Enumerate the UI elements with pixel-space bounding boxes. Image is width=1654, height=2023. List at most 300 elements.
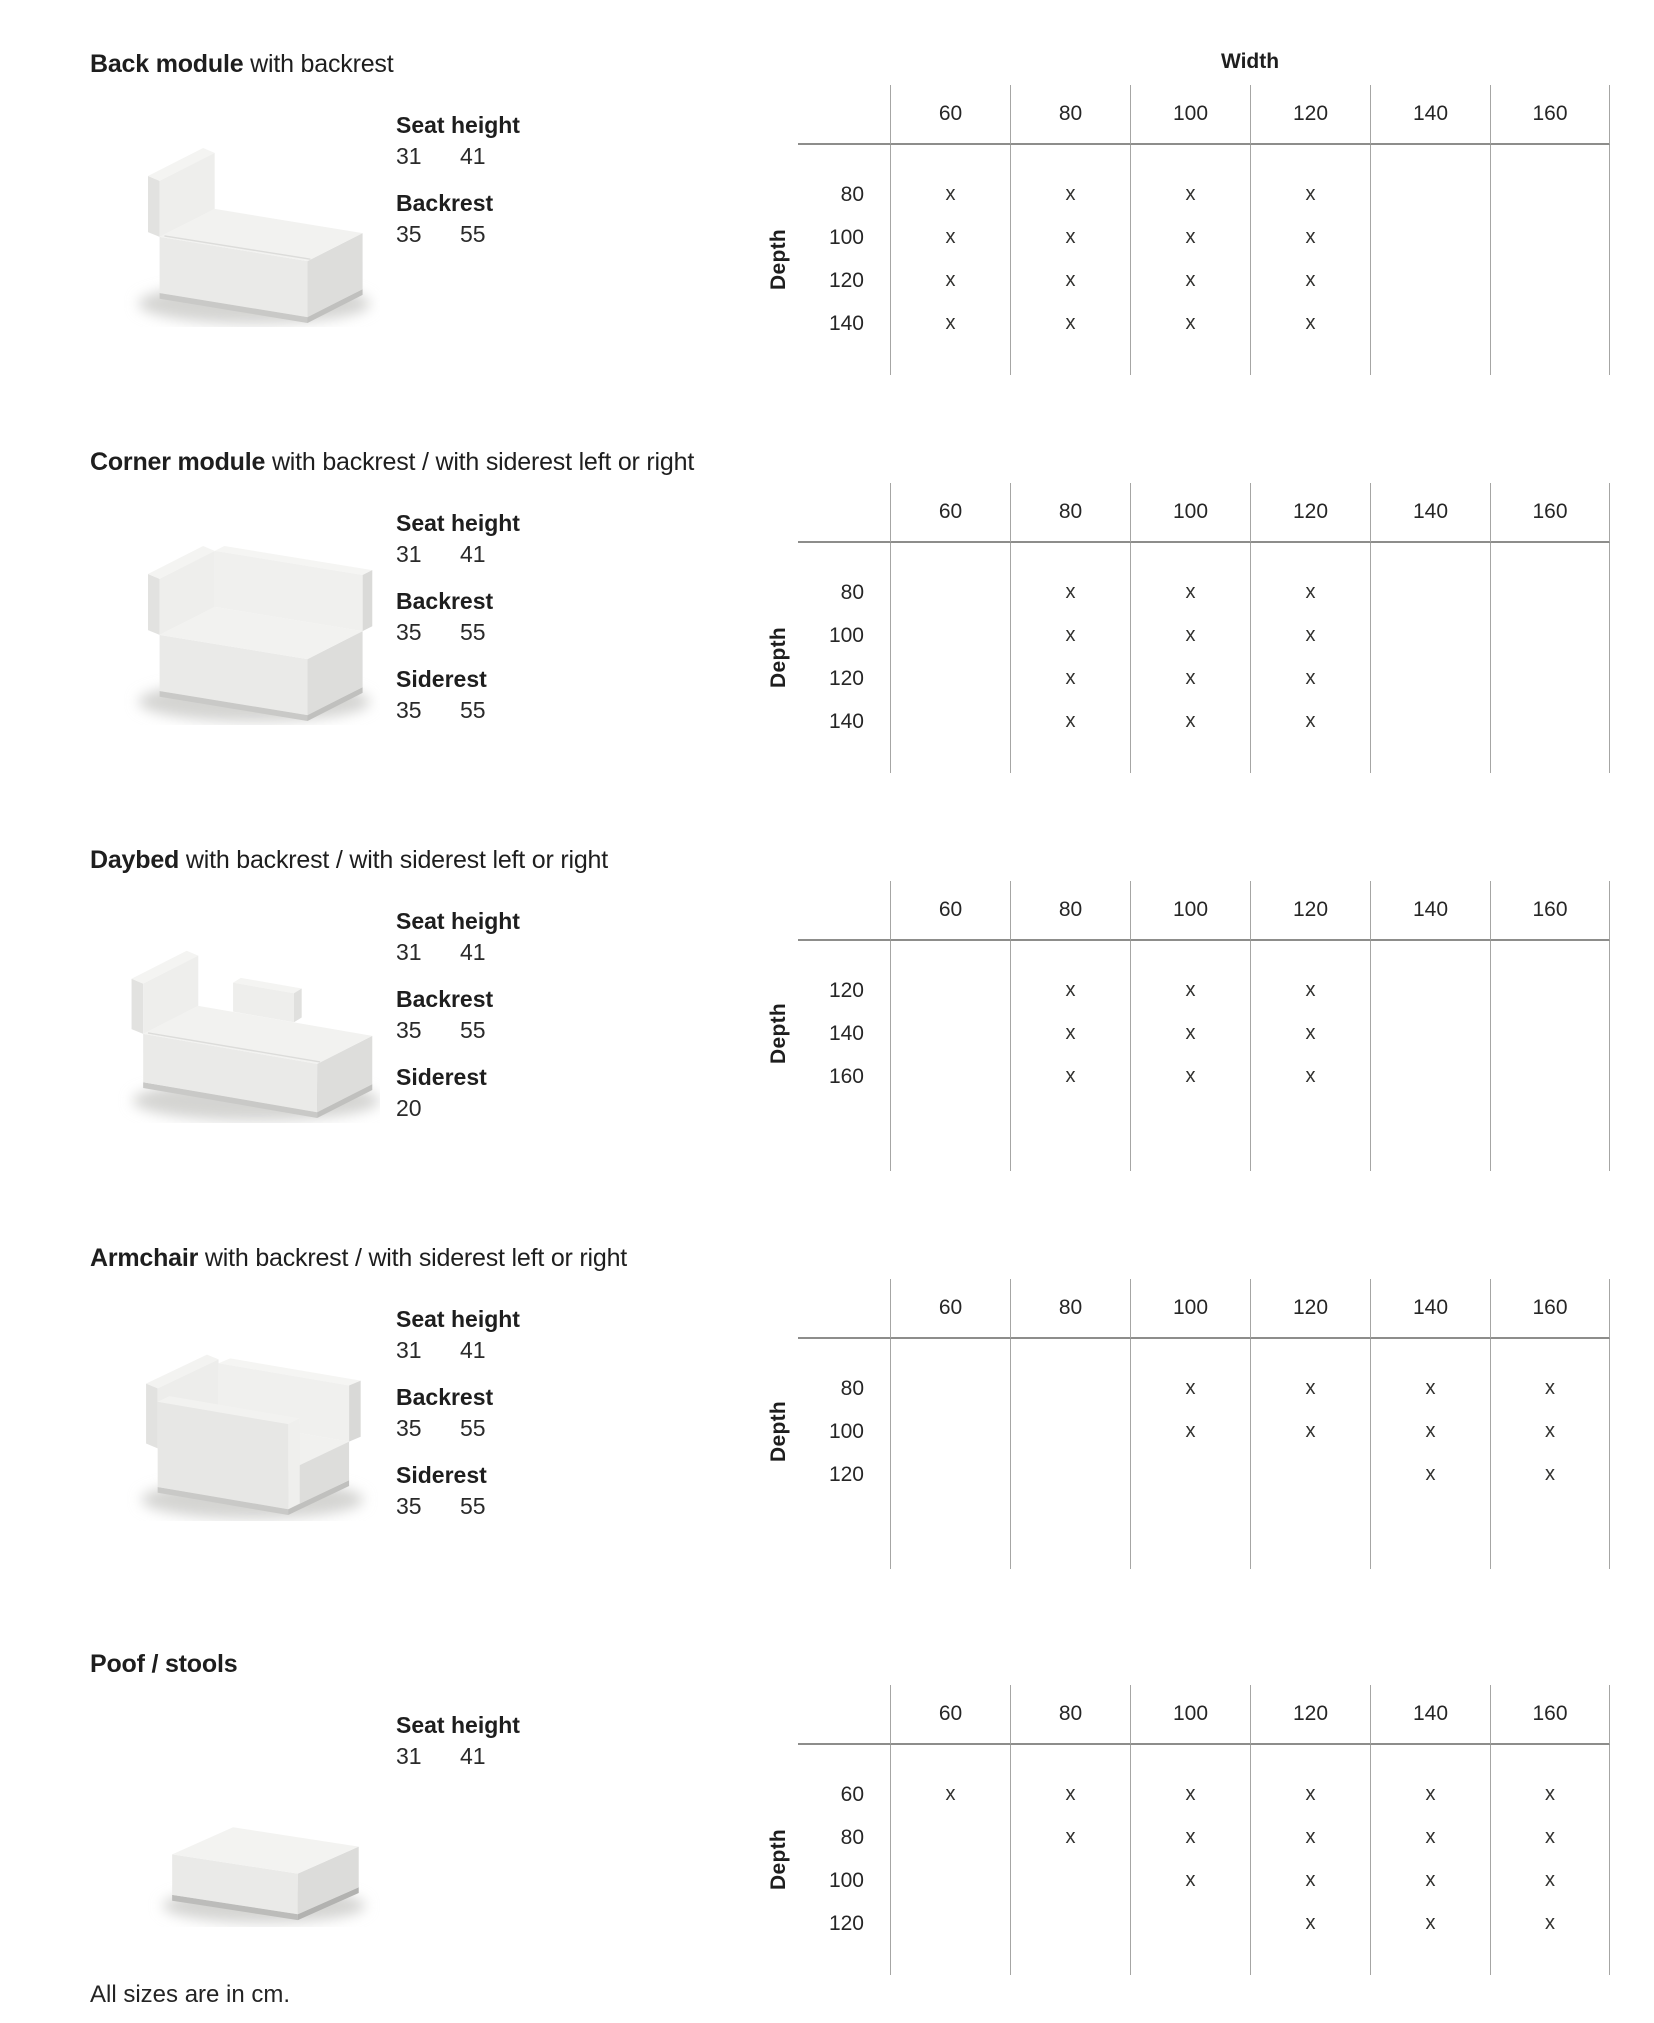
depth-value-cell-text: 80 <box>840 1825 864 1849</box>
mark-cell-text: x <box>1425 1463 1436 1485</box>
depth-value-cell-text: 120 <box>828 1911 864 1935</box>
spec-value: 41 <box>460 1337 486 1363</box>
table-corner-cell <box>798 1685 890 1745</box>
spec-label: Siderest <box>396 1064 487 1090</box>
tail-cell <box>1130 743 1250 773</box>
spec-value: 55 <box>460 1415 486 1441</box>
mark-cell <box>890 1055 1010 1098</box>
mark-cell-text: x <box>1305 979 1316 1001</box>
depth-value-cell-text: 80 <box>840 580 864 604</box>
spec-value: 20 <box>396 1095 422 1121</box>
tail-cell <box>1130 345 1250 375</box>
width-header-cell <box>1010 85 1130 145</box>
tail-cell <box>798 345 890 375</box>
mark-cell <box>1490 1012 1610 1055</box>
width-header-cell-text: 80 <box>1058 1296 1083 1319</box>
mark-cell <box>1490 216 1610 259</box>
tail-cell <box>1250 345 1370 375</box>
mark-cell <box>1130 700 1250 743</box>
mark-cell-text: x <box>1185 1420 1196 1442</box>
spec-value: 55 <box>460 1017 486 1043</box>
mark-cell-text: x <box>1305 581 1316 603</box>
mark-cell <box>890 1453 1010 1496</box>
section-name: Corner module <box>90 448 266 476</box>
mark-cell <box>890 216 1010 259</box>
width-header-cell <box>1250 881 1370 941</box>
spacer-cell <box>1490 941 1610 969</box>
mark-cell <box>1370 1410 1490 1453</box>
tail-cell <box>1370 1496 1490 1569</box>
mark-cell <box>1130 302 1250 345</box>
mark-cell <box>1490 259 1610 302</box>
spec-value: 55 <box>460 1493 486 1519</box>
mark-cell-text: x <box>1185 1869 1196 1891</box>
spec-label: Backrest <box>396 1384 494 1410</box>
mark-cell <box>1490 302 1610 345</box>
width-header-cell-text: 60 <box>938 1296 963 1319</box>
mark-cell <box>1370 173 1490 216</box>
spacer-cell <box>1250 543 1370 571</box>
mark-cell-text: x <box>1185 1022 1196 1044</box>
tail-cell <box>798 1098 890 1171</box>
section-corner-module <box>90 448 1654 846</box>
spacer-cell <box>798 543 890 571</box>
mark-cell <box>1010 1012 1130 1055</box>
spec-values <box>396 141 520 172</box>
mark-cell <box>1130 259 1250 302</box>
size-matrix-back-module <box>798 85 1610 375</box>
mark-cell <box>1130 1055 1250 1098</box>
mark-cell <box>1130 571 1250 614</box>
mark-cell <box>1490 1055 1610 1098</box>
width-header-cell <box>1130 1685 1250 1745</box>
spec-seat-height <box>396 508 520 570</box>
mark-cell <box>890 173 1010 216</box>
width-header-cell-text: 140 <box>1412 102 1449 125</box>
tail-cell <box>1250 1945 1370 1975</box>
spec-value: 31 <box>396 1743 422 1769</box>
width-header-cell-text: 120 <box>1292 1702 1329 1725</box>
mark-cell <box>1490 1773 1610 1816</box>
mark-cell-text: x <box>1425 1783 1436 1805</box>
depth-value-cell-text: 60 <box>840 1782 864 1806</box>
depth-value-cell-text: 160 <box>828 1064 864 1088</box>
spec-seat-height <box>396 1710 520 1772</box>
spacer-cell <box>1130 941 1250 969</box>
mark-cell-text: x <box>1065 624 1076 646</box>
spec-label: Seat height <box>396 112 520 138</box>
section-subtitle: with backrest <box>250 50 394 78</box>
mark-cell-text: x <box>1185 710 1196 732</box>
mark-cell <box>1490 1816 1610 1859</box>
mark-cell <box>1010 1055 1130 1098</box>
mark-cell <box>890 969 1010 1012</box>
mark-cell <box>1130 1773 1250 1816</box>
mark-cell-text: x <box>1425 1377 1436 1399</box>
mark-cell <box>1130 657 1250 700</box>
spec-label: Siderest <box>396 666 487 692</box>
mark-cell-text: x <box>1185 667 1196 689</box>
mark-cell-text: x <box>1185 312 1196 334</box>
tail-cell <box>1490 1496 1610 1569</box>
mark-cell-text: x <box>1305 1912 1316 1934</box>
mark-cell-text: x <box>1065 667 1076 689</box>
spacer-cell <box>798 1745 890 1773</box>
depth-axis-text: Depth <box>767 228 790 290</box>
section-title <box>90 50 760 110</box>
mark-cell <box>1130 216 1250 259</box>
spec-values <box>396 1015 520 1046</box>
size-matrix-corner-module <box>798 483 1610 773</box>
width-header-cell <box>1370 85 1490 145</box>
mark-cell <box>890 1859 1010 1902</box>
depth-axis-label <box>760 1685 798 1975</box>
spacer-cell <box>1250 941 1370 969</box>
mark-cell <box>890 1410 1010 1453</box>
width-header-cell-text: 100 <box>1172 1296 1209 1319</box>
mark-cell-text: x <box>1305 183 1316 205</box>
spec-seat-height <box>396 1304 520 1366</box>
mark-cell-text: x <box>1545 1463 1555 1485</box>
spec-value: 35 <box>396 221 422 247</box>
mark-cell-text: x <box>1185 581 1196 603</box>
table-corner-cell <box>798 881 890 941</box>
mark-cell <box>1010 969 1130 1012</box>
mark-cell-text: x <box>1185 979 1196 1001</box>
mark-cell <box>1010 1453 1130 1496</box>
width-header-cell-text: 80 <box>1058 1702 1083 1725</box>
width-header-cell-text: 60 <box>938 500 963 523</box>
depth-value-cell-text: 120 <box>828 666 864 690</box>
spec-list <box>396 906 520 1140</box>
depth-axis-text: Depth <box>767 1828 790 1890</box>
spacer-cell <box>1250 1745 1370 1773</box>
tail-cell <box>798 1496 890 1569</box>
depth-axis-text: Depth <box>767 1003 790 1064</box>
spec-value: 55 <box>460 697 486 723</box>
size-matrix-poof-stools <box>798 1685 1610 1975</box>
depth-axis-text: Depth <box>767 626 790 688</box>
mark-cell <box>1250 969 1370 1012</box>
spec-values <box>396 539 520 570</box>
spacer-cell <box>1370 1745 1490 1773</box>
mark-cell-text: x <box>1305 1022 1316 1044</box>
tail-cell <box>1010 345 1130 375</box>
mark-cell <box>890 1773 1010 1816</box>
section-name: Armchair <box>90 1244 199 1272</box>
armchair-image <box>90 1308 380 1538</box>
width-header-cell <box>1010 881 1130 941</box>
width-header-cell <box>1490 85 1610 145</box>
mark-cell-text: x <box>1305 269 1316 291</box>
tail-cell <box>890 1496 1010 1569</box>
mark-cell-text: x <box>945 226 956 248</box>
depth-value-cell <box>798 259 890 302</box>
depth-value-cell <box>798 216 890 259</box>
mark-cell-text: x <box>1305 710 1316 732</box>
depth-value-cell-text: 100 <box>828 225 864 249</box>
mark-cell <box>1010 259 1130 302</box>
width-header-cell-text: 80 <box>1058 102 1083 125</box>
spacer-cell <box>890 941 1010 969</box>
mark-cell <box>1250 1367 1370 1410</box>
width-header-cell-text: 140 <box>1412 1296 1449 1319</box>
width-header-cell-text: 140 <box>1412 898 1449 921</box>
depth-value-cell <box>798 657 890 700</box>
mark-cell <box>1010 614 1130 657</box>
spec-list <box>396 1710 520 1927</box>
mark-cell-text: x <box>1305 1065 1316 1087</box>
mark-cell-text: x <box>1185 226 1196 248</box>
tail-cell <box>1370 743 1490 773</box>
mark-cell-text: x <box>1425 1869 1436 1891</box>
width-header-cell <box>1010 1279 1130 1339</box>
tail-cell <box>1130 1098 1250 1171</box>
spec-values <box>396 695 520 726</box>
section-subtitle: with backrest / with siderest left or right <box>271 448 695 476</box>
depth-value-cell <box>798 1453 890 1496</box>
mark-cell-text: x <box>1065 312 1076 334</box>
spacer-cell <box>1490 145 1610 173</box>
spec-value: 41 <box>460 143 486 169</box>
spec-list <box>396 110 520 327</box>
width-header-cell-text: 120 <box>1292 500 1329 523</box>
spacer-cell <box>1010 1339 1130 1367</box>
mark-cell <box>1010 302 1130 345</box>
spec-seat-height <box>396 110 520 172</box>
spacer-cell <box>890 543 1010 571</box>
spec-label: Seat height <box>396 908 520 934</box>
spacer-cell <box>1130 543 1250 571</box>
mark-cell <box>1250 571 1370 614</box>
tail-cell <box>1370 1098 1490 1171</box>
width-header-cell <box>1010 483 1130 543</box>
mark-cell-text: x <box>1065 226 1076 248</box>
section-poof-stools <box>90 1650 1654 1975</box>
section-title <box>90 1244 760 1304</box>
width-header-cell-text: 100 <box>1172 102 1209 125</box>
mark-cell-text: x <box>1065 1022 1076 1044</box>
spec-value: 55 <box>460 619 486 645</box>
width-header-cell <box>1370 881 1490 941</box>
spacer-cell <box>798 941 890 969</box>
depth-axis-label <box>760 483 798 773</box>
spec-label: Siderest <box>396 1462 487 1488</box>
section-back-module <box>90 50 1654 448</box>
width-header-cell-text: 160 <box>1532 898 1568 921</box>
width-header-cell-text: 60 <box>938 1702 963 1725</box>
tail-cell <box>1130 1496 1250 1569</box>
daybed-image <box>90 910 380 1140</box>
mark-cell <box>890 657 1010 700</box>
spec-backrest <box>396 984 520 1046</box>
mark-cell <box>1130 1367 1250 1410</box>
mark-cell <box>1370 614 1490 657</box>
width-header-cell-text: 60 <box>938 102 963 125</box>
tail-cell <box>798 1945 890 1975</box>
depth-value-cell <box>798 1367 890 1410</box>
mark-cell <box>1130 1859 1250 1902</box>
mark-cell <box>1370 1816 1490 1859</box>
mark-cell <box>1250 1453 1370 1496</box>
depth-value-cell-text: 140 <box>828 709 864 733</box>
mark-cell-text: x <box>1545 1869 1555 1891</box>
mark-cell-text: x <box>945 183 956 205</box>
mark-cell <box>1370 657 1490 700</box>
depth-value-cell <box>798 173 890 216</box>
mark-cell-text: x <box>1425 1420 1436 1442</box>
depth-value-cell <box>798 700 890 743</box>
mark-cell <box>890 1367 1010 1410</box>
depth-value-cell <box>798 1773 890 1816</box>
spec-values <box>396 1335 520 1366</box>
width-header-cell <box>1130 85 1250 145</box>
tail-cell <box>1010 1098 1130 1171</box>
tail-cell <box>1250 1496 1370 1569</box>
spacer-cell <box>1130 1745 1250 1773</box>
spec-label: Backrest <box>396 190 494 216</box>
corner-module-image <box>90 512 380 742</box>
width-header-cell <box>1130 483 1250 543</box>
spec-values <box>396 1413 520 1444</box>
width-axis-text: Width <box>1220 50 1280 73</box>
mark-cell <box>1250 1773 1370 1816</box>
spec-value: 35 <box>396 1017 422 1043</box>
spec-value: 41 <box>460 939 486 965</box>
mark-cell-text: x <box>1305 1783 1316 1805</box>
mark-cell-text: x <box>1185 183 1196 205</box>
depth-value-cell <box>798 1902 890 1945</box>
width-header-cell-text: 120 <box>1292 102 1329 125</box>
tail-cell <box>1370 345 1490 375</box>
mark-cell-text: x <box>1185 269 1196 291</box>
mark-cell-text: x <box>1065 710 1076 732</box>
mark-cell <box>1130 969 1250 1012</box>
mark-cell-text: x <box>1425 1912 1436 1934</box>
tail-cell <box>1250 743 1370 773</box>
mark-cell-text: x <box>1305 226 1316 248</box>
mark-cell <box>1250 1816 1370 1859</box>
spec-value: 31 <box>396 939 422 965</box>
width-header-cell <box>1490 1685 1610 1745</box>
mark-cell-text: x <box>1545 1420 1555 1442</box>
width-header-cell <box>1370 483 1490 543</box>
mark-cell-text: x <box>1065 979 1076 1001</box>
section-subtitle: with backrest / with siderest left or right <box>204 1244 628 1272</box>
spacer-cell <box>1010 145 1130 173</box>
spec-value: 55 <box>460 221 486 247</box>
spacer-cell <box>1490 1745 1610 1773</box>
spacer-cell <box>798 1339 890 1367</box>
spec-backrest <box>396 188 520 250</box>
spec-value: 35 <box>396 1415 422 1441</box>
table-corner-cell <box>798 1279 890 1339</box>
mark-cell <box>890 1902 1010 1945</box>
size-matrix-daybed <box>798 881 1610 1171</box>
depth-value-cell <box>798 1055 890 1098</box>
mark-cell-text: x <box>945 1783 956 1805</box>
tail-cell <box>1370 1945 1490 1975</box>
spec-list <box>396 508 520 742</box>
mark-cell-text: x <box>1425 1826 1436 1848</box>
table-corner-cell <box>798 85 890 145</box>
spec-value: 41 <box>460 1743 486 1769</box>
spacer-cell <box>1490 1339 1610 1367</box>
width-header-cell-text: 160 <box>1532 500 1568 523</box>
mark-cell <box>1010 1816 1130 1859</box>
mark-cell <box>890 302 1010 345</box>
mark-cell-text: x <box>1065 581 1076 603</box>
spacer-cell <box>890 1339 1010 1367</box>
spec-value: 35 <box>396 619 422 645</box>
width-header-cell-text: 160 <box>1532 102 1568 125</box>
mark-cell <box>1010 216 1130 259</box>
mark-cell <box>890 700 1010 743</box>
width-header-cell <box>1010 1685 1130 1745</box>
section-name: Poof / stools <box>90 1650 238 1678</box>
mark-cell-text: x <box>1065 1065 1076 1087</box>
spacer-cell <box>1370 543 1490 571</box>
mark-cell <box>1370 969 1490 1012</box>
mark-cell <box>1130 1816 1250 1859</box>
spec-value: 35 <box>396 697 422 723</box>
section-name: Daybed <box>90 846 180 874</box>
mark-cell-text: x <box>945 269 956 291</box>
mark-cell <box>1010 700 1130 743</box>
mark-cell <box>890 614 1010 657</box>
mark-cell <box>1130 1410 1250 1453</box>
mark-cell-text: x <box>1545 1826 1555 1848</box>
tail-cell <box>1490 1945 1610 1975</box>
width-header-cell-text: 100 <box>1172 1702 1209 1725</box>
mark-cell <box>1250 700 1370 743</box>
mark-cell <box>1250 216 1370 259</box>
depth-value-cell <box>798 302 890 345</box>
width-header-cell-text: 120 <box>1292 1296 1329 1319</box>
mark-cell <box>1130 1902 1250 1945</box>
mark-cell-text: x <box>1185 1377 1196 1399</box>
mark-cell <box>1490 1902 1610 1945</box>
mark-cell-text: x <box>1065 183 1076 205</box>
depth-value-cell <box>798 969 890 1012</box>
depth-value-cell-text: 140 <box>828 1021 864 1045</box>
tail-cell <box>890 743 1010 773</box>
mark-cell <box>890 1816 1010 1859</box>
spec-label: Seat height <box>396 1306 520 1332</box>
width-header-cell <box>1490 881 1610 941</box>
mark-cell-text: x <box>1305 1420 1316 1442</box>
mark-cell <box>1250 657 1370 700</box>
spec-siderest <box>396 1460 520 1522</box>
width-header-cell <box>1490 483 1610 543</box>
width-header-cell <box>1370 1685 1490 1745</box>
mark-cell <box>1250 302 1370 345</box>
spec-value: 31 <box>396 1337 422 1363</box>
mark-cell <box>1490 571 1610 614</box>
section-title <box>90 448 760 508</box>
spacer-cell <box>1010 543 1130 571</box>
width-header-cell-text: 140 <box>1412 500 1449 523</box>
spacer-cell <box>890 1745 1010 1773</box>
spec-values <box>396 617 520 648</box>
mark-cell-text: x <box>1305 1826 1316 1848</box>
mark-cell <box>1130 1012 1250 1055</box>
mark-cell <box>1010 657 1130 700</box>
spec-value: 31 <box>396 541 422 567</box>
section-title <box>90 846 760 906</box>
spacer-cell <box>1370 941 1490 969</box>
spec-label: Seat height <box>396 1712 520 1738</box>
